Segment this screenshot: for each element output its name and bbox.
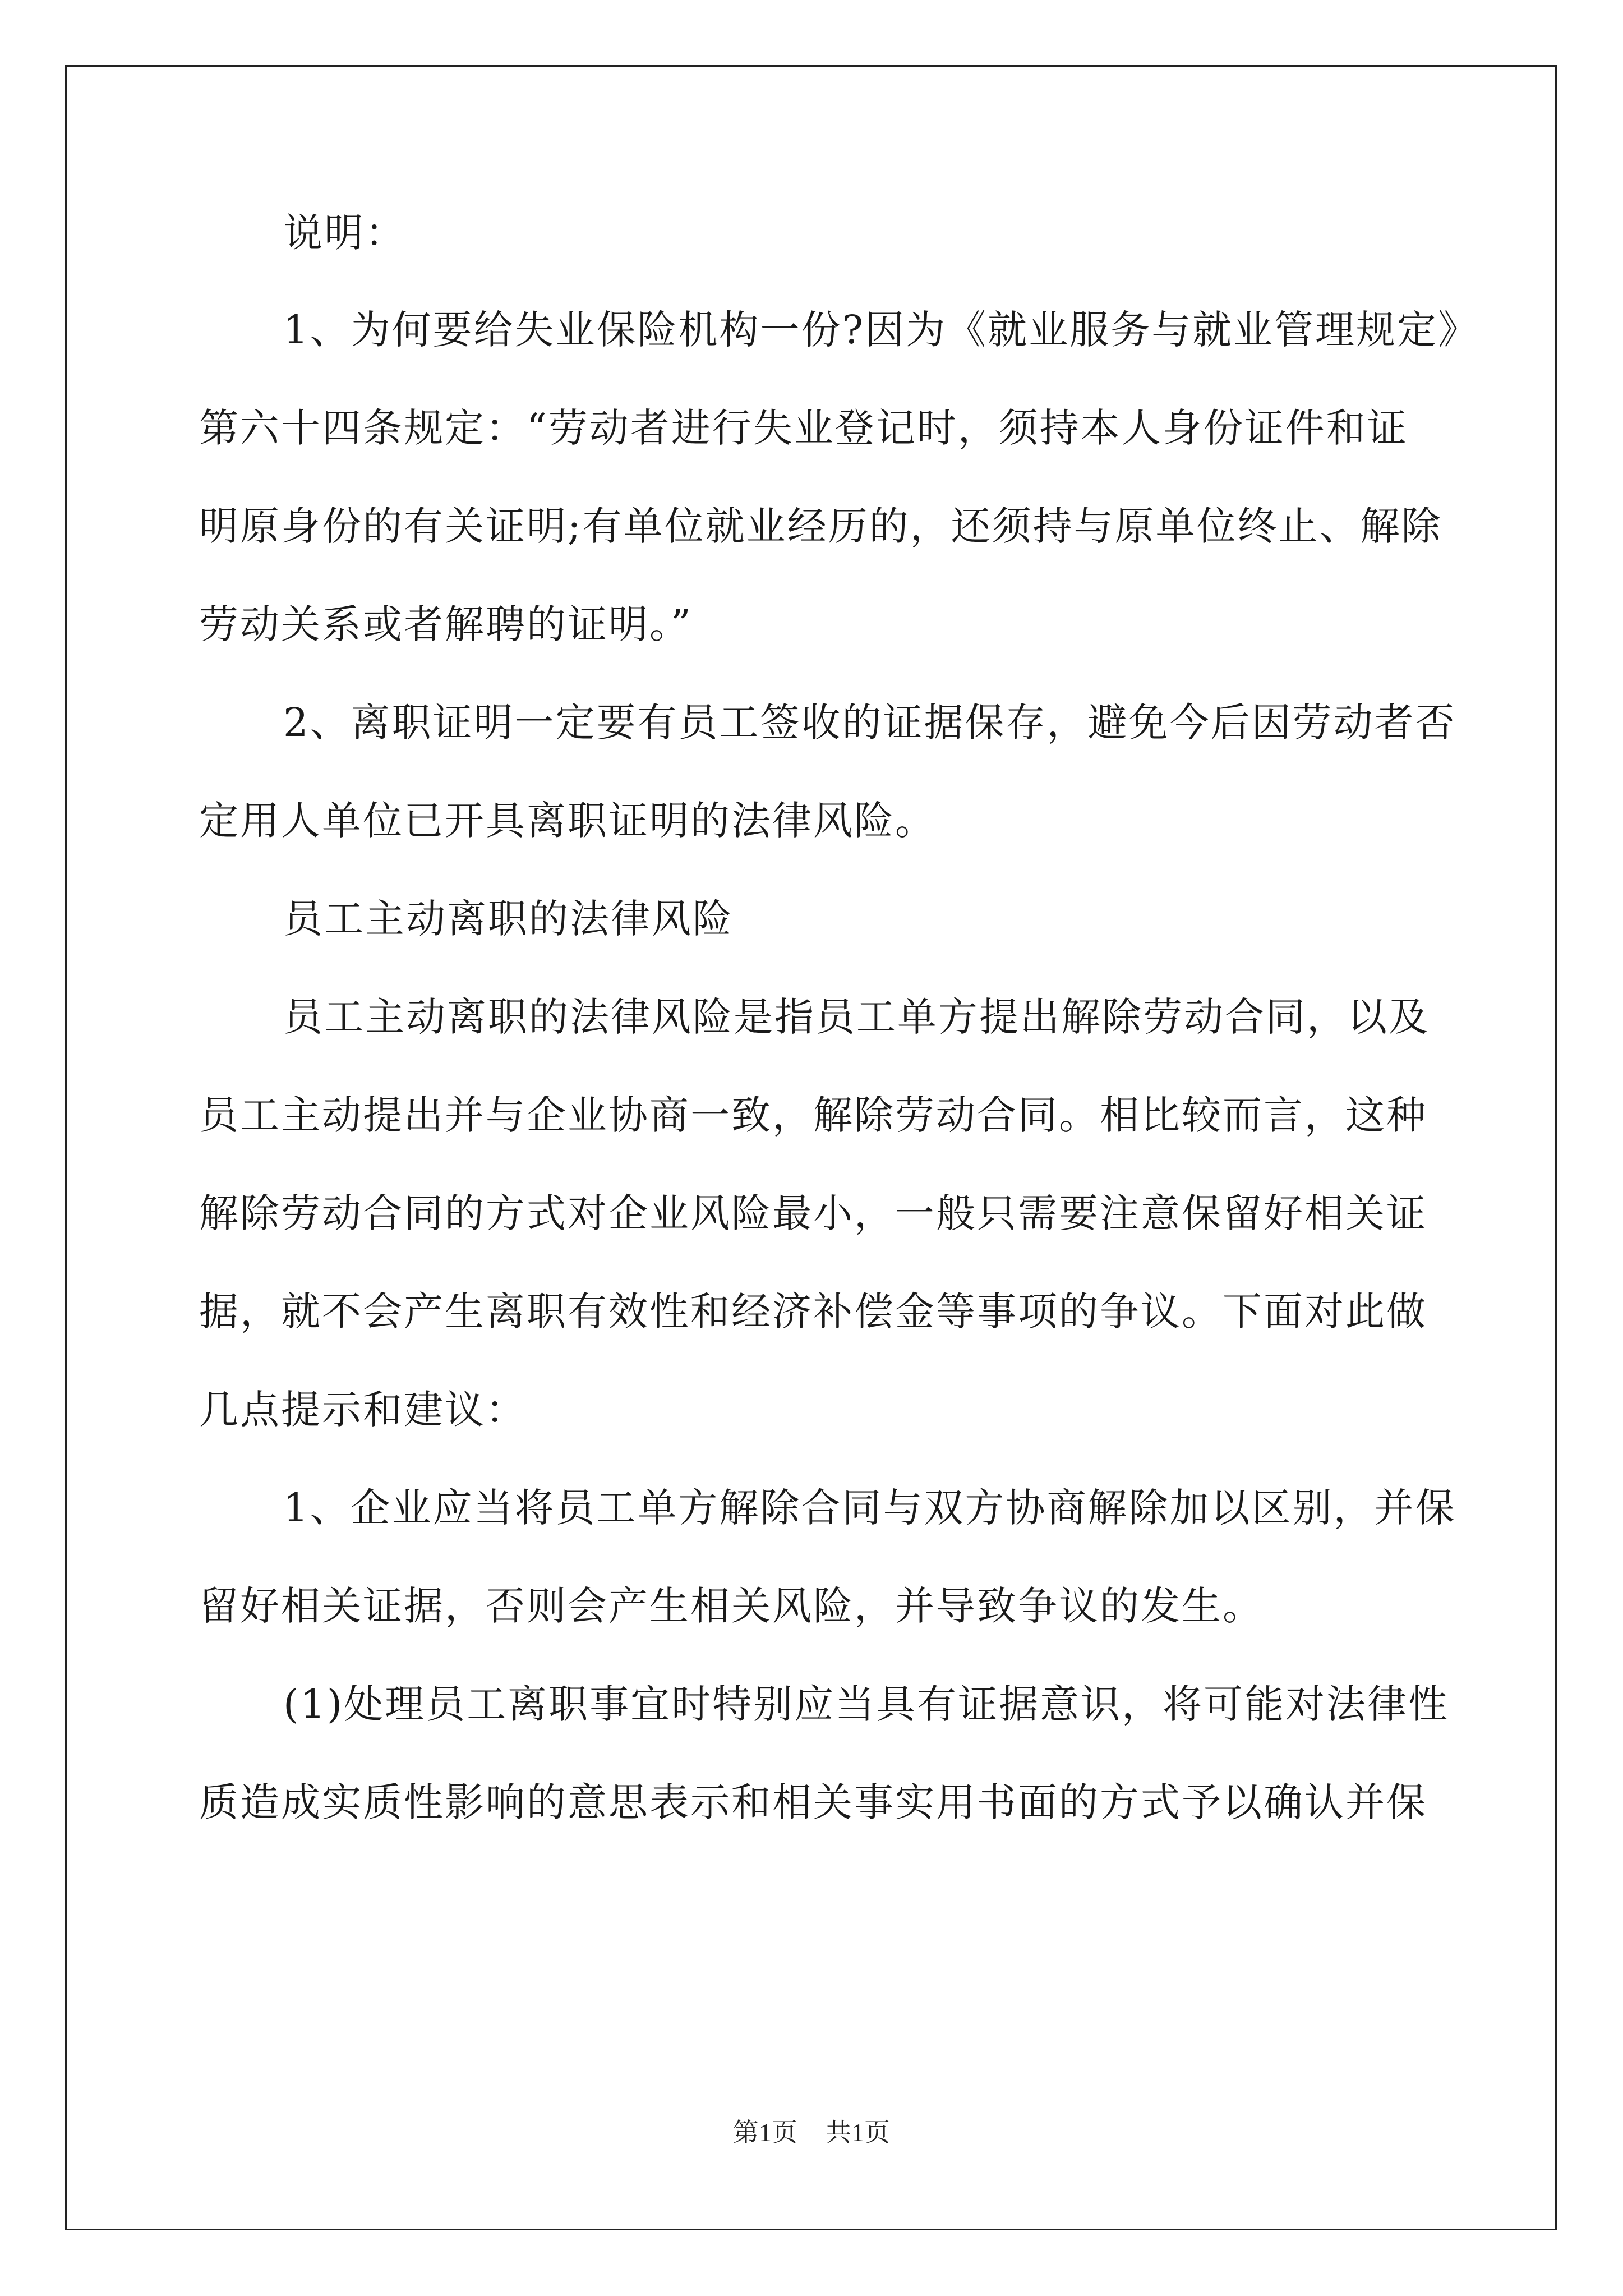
paragraph-line: 留好相关证据，否则会产生相关风险，并导致争议的发生。 [199,1583,1264,1629]
section-heading: 员工主动离职的法律风险 [283,896,734,942]
paragraph-label: 说明： [283,210,406,256]
paragraph-line: 解除劳动合同的方式对企业风险最小，一般只需要注意保留好相关证 [199,1190,1427,1236]
paragraph-line: 员工主动离职的法律风险是指员工单方提出解除劳动合同，以及 [283,994,1430,1040]
paragraph-line: 定用人单位已开具离职证明的法律风险。 [199,798,936,844]
paragraph-line: 员工主动提出并与企业协商一致，解除劳动合同。相比较而言，这种 [199,1092,1427,1138]
page-total: 共1页 [826,2118,890,2147]
paragraph-line: 据，就不会产生离职有效性和经济补偿金等事项的争议。下面对此做 [199,1289,1427,1335]
paragraph-line: 几点提示和建议： [199,1387,527,1433]
paragraph-line: 明原身份的有关证明;有单位就业经历的，还须持与原单位终止、解除 [199,503,1442,549]
paragraph-line: 质造成实质性影响的意思表示和相关事实用书面的方式予以确认并保 [199,1779,1427,1825]
page-footer [0,2116,1623,2150]
paragraph-line: 1、为何要给失业保险机构一份?因为《就业服务与就业管理规定》 [283,307,1479,353]
page-number: 第1页 [733,2118,797,2147]
document-body [199,208,1479,1828]
paragraph-line: 1、企业应当将员工单方解除合同与双方协商解除加以区别，并保 [283,1485,1456,1531]
paragraph-line: 2、离职证明一定要有员工签收的证据保存，避免今后因劳动者否 [283,700,1456,746]
paragraph-line: 劳动关系或者解聘的证明。” [199,601,693,647]
paragraph-line: (1)处理员工离职事宜时特别应当具有证据意识，将可能对法律性 [283,1681,1450,1727]
paragraph-line: 第六十四条规定：“劳动者进行失业登记时，须持本人身份证件和证 [199,405,1408,451]
